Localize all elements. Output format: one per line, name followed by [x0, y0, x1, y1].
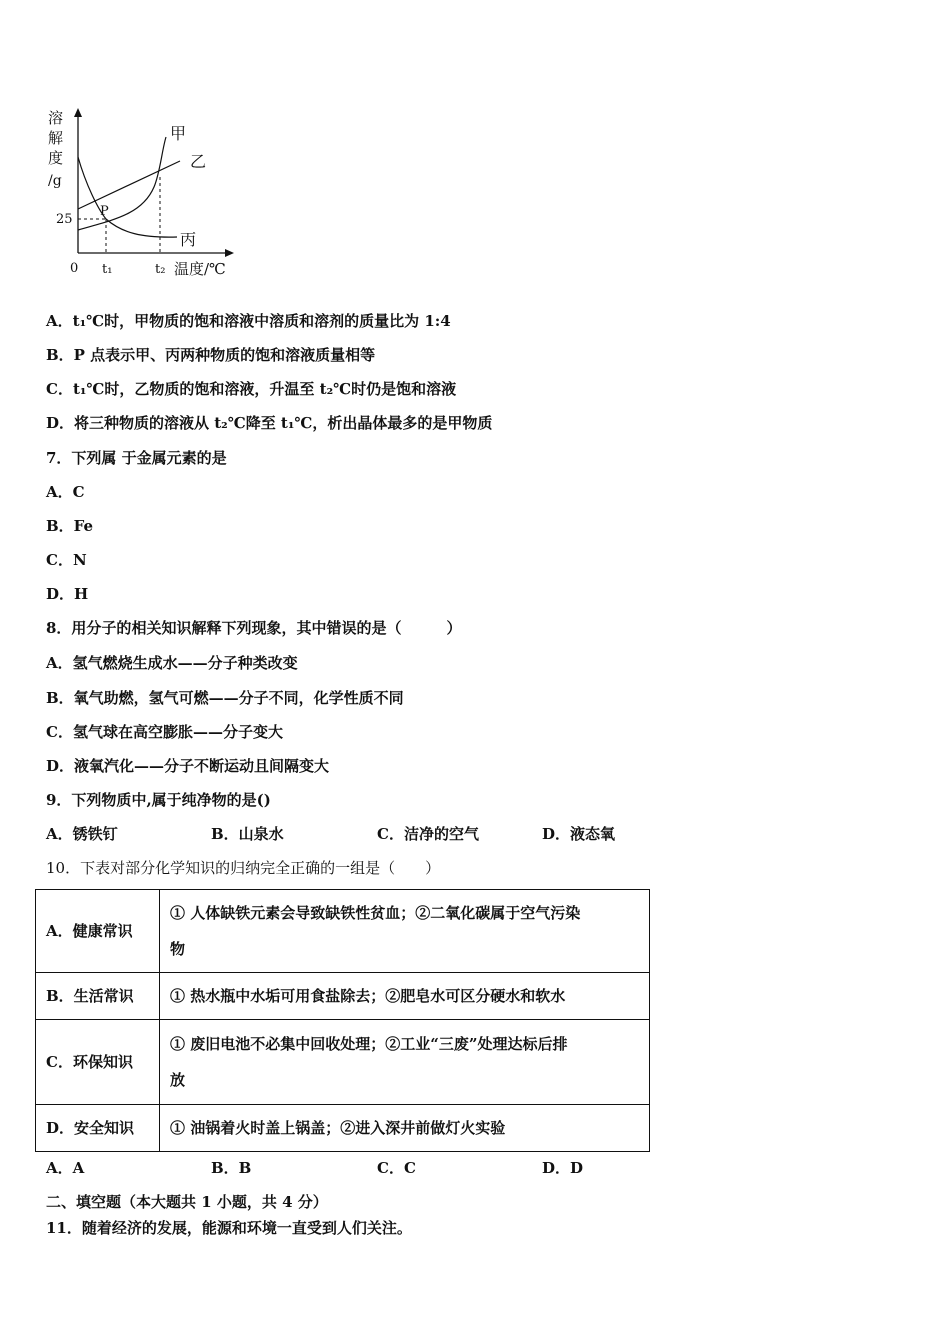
table-category-a: A．健康常识	[36, 890, 160, 973]
q7-option-c: C．N	[46, 551, 87, 569]
q10-option-b: B．B	[211, 1159, 252, 1177]
table-category-c: C．环保知识	[36, 1020, 160, 1105]
curve-label-jia: 甲	[170, 124, 187, 143]
curve-jia	[78, 137, 166, 230]
curve-label-bing: 丙	[180, 230, 197, 249]
q10-option-c: C．C	[377, 1159, 416, 1177]
q8-option-a: A．氢气燃烧生成水——分子种类改变	[46, 654, 298, 672]
x-axis-label: 温度/℃	[174, 260, 226, 278]
table-row	[36, 1020, 650, 1105]
table-row	[36, 1105, 650, 1152]
x-tick-t2: t₂	[155, 262, 166, 277]
x-axis-arrow	[225, 249, 234, 257]
table-row	[36, 973, 650, 1020]
table-content-line: ① 人体缺铁元素会导致缺铁性贫血；②二氧化碳属于空气污染	[170, 904, 581, 922]
curve-label-yi: 乙	[190, 152, 207, 171]
q6-option-b: B．P 点表示甲、丙两种物质的饱和溶液质量相等	[46, 346, 376, 364]
q8-option-b: B．氧气助燃，氢气可燃——分子不同，化学性质不同	[46, 689, 404, 707]
q10-stem: 10．下表对部分化学知识的归纳完全正确的一组是（ ）	[46, 859, 441, 877]
q6-option-a: A．t₁℃时，甲物质的饱和溶液中溶质和溶剂的质量比为 1:4	[46, 312, 451, 330]
q9-option-b: B．山泉水	[211, 825, 284, 843]
y-axis-arrow	[74, 108, 82, 117]
table-category-d: D．安全知识	[36, 1105, 160, 1152]
x-tick-t1: t₁	[102, 262, 113, 277]
q7-option-a: A．C	[46, 483, 85, 501]
curve-yi	[78, 161, 180, 209]
section-heading: 二、填空题（本大题共 1 小题，共 4 分）	[46, 1193, 328, 1211]
q8-option-c: C．氢气球在高空膨胀——分子变大	[46, 723, 283, 741]
table-category-b: B．生活常识	[36, 973, 160, 1020]
q11-stem: 11．随着经济的发展，能源和环境一直受到人们关注。	[46, 1219, 412, 1237]
q7-option-b: B．Fe	[46, 517, 94, 535]
q8-stem: 8．用分子的相关知识解释下列现象，其中错误的是（ ）	[46, 619, 462, 637]
y-label-3: 度	[48, 149, 64, 167]
table-content-d	[160, 1105, 650, 1152]
solubility-chart	[42, 105, 242, 285]
origin-label: 0	[70, 261, 79, 276]
q9-stem: 9．下列物质中,属于纯净物的是()	[46, 791, 271, 809]
table-content-b	[160, 973, 650, 1020]
y-label-2: 解	[48, 129, 64, 147]
q6-option-d: D．将三种物质的溶液从 t₂℃降至 t₁℃，析出晶体最多的是甲物质	[46, 414, 493, 432]
q7-stem: 7．下列属 于金属元素的是	[46, 449, 227, 467]
knowledge-table	[35, 889, 650, 1152]
table-row	[36, 890, 650, 973]
q8-option-d: D．液氧汽化——分子不断运动且间隔变大	[46, 757, 330, 775]
table-content-line: ① 油锅着火时盖上锅盖；②进入深井前做灯火实验	[170, 1119, 506, 1137]
q10-option-d: D．D	[542, 1159, 584, 1177]
q9-option-a: A．锈铁钉	[46, 825, 118, 843]
table-content-line: 物	[170, 940, 186, 958]
q6-option-c: C．t₁℃时，乙物质的饱和溶液，升温至 t₂℃时仍是饱和溶液	[46, 380, 457, 398]
table-content-line: 放	[170, 1071, 186, 1089]
table-content-line: ① 废旧电池不必集中回收处理；②工业“三废”处理达标后排	[170, 1035, 568, 1053]
y-label-4: /g	[48, 173, 62, 189]
y-tick-25: 25	[56, 212, 73, 227]
q9-option-d: D．液态氧	[542, 825, 616, 843]
q9-option-c: C．洁净的空气	[377, 825, 479, 843]
table-content-line: ① 热水瓶中水垢可用食盐除去；②肥皂水可区分硬水和软水	[170, 987, 566, 1005]
table-content-a	[160, 890, 650, 973]
q10-option-a: A．A	[46, 1159, 85, 1177]
y-label-1: 溶	[48, 109, 64, 127]
q7-option-d: D．H	[46, 585, 89, 603]
table-content-c	[160, 1020, 650, 1105]
point-p-label: P	[100, 204, 109, 219]
